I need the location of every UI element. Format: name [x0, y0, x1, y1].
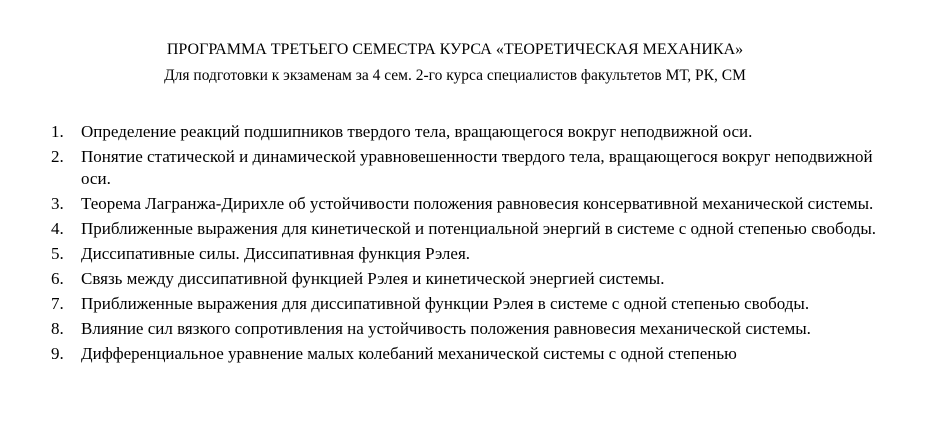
- item-text: Связь между диссипативной функцией Рэлея и кинетической энергией системы.: [81, 269, 665, 288]
- list-item: [0, 243, 932, 265]
- topic-list: [0, 121, 932, 368]
- item-number: 9.: [51, 344, 64, 363]
- item-number: 2.: [51, 147, 64, 166]
- item-text: Определение реакций подшипников твердого тела, вращающегося вокруг неподвижной оси.: [81, 122, 753, 141]
- item-number: 4.: [51, 219, 64, 238]
- list-item: [0, 193, 932, 215]
- list-item: [0, 146, 932, 190]
- list-item: [0, 268, 932, 290]
- item-text: Приближенные выражения для кинетической и потенциальной энергий в системе с одной степенью свободы.: [81, 219, 877, 238]
- document-title: ПРОГРАММА ТРЕТЬЕГО СЕМЕСТРА КУРСА «ТЕОРЕТИЧЕСКАЯ МЕХАНИКА»: [166, 41, 744, 58]
- item-number: 8.: [51, 319, 64, 338]
- item-number: 1.: [51, 122, 64, 141]
- item-text: Дифференциальное уравнение малых колебаний механической системы с одной степенью: [81, 344, 737, 363]
- list-item: [0, 343, 932, 365]
- document-subtitle: Для подготовки к экзаменам за 4 сем. 2-го курса специалистов факультетов МТ, РК, СМ: [164, 67, 746, 84]
- list-item: [0, 218, 932, 240]
- item-text: Понятие статической и динамической уравновешенности твердого тела, вращающегося вокруг неподвижной оси.: [81, 147, 873, 188]
- item-number: 6.: [51, 269, 64, 288]
- list-item: [0, 318, 932, 340]
- item-number: 7.: [51, 294, 64, 313]
- item-text: Приближенные выражения для диссипативной функции Рэлея в системе с одной степенью свободы.: [81, 294, 810, 313]
- item-number: 3.: [51, 194, 64, 213]
- list-item: [0, 293, 932, 315]
- item-number: 5.: [51, 244, 64, 263]
- list-item: [0, 121, 932, 143]
- item-text: Диссипативные силы. Диссипативная функция Рэлея.: [81, 244, 471, 263]
- item-text: Теорема Лагранжа-Дирихле об устойчивости положения равновесия консервативной механической системы.: [81, 194, 874, 213]
- item-text: Влияние сил вязкого сопротивления на устойчивость положения равновесия механической системы.: [81, 319, 811, 338]
